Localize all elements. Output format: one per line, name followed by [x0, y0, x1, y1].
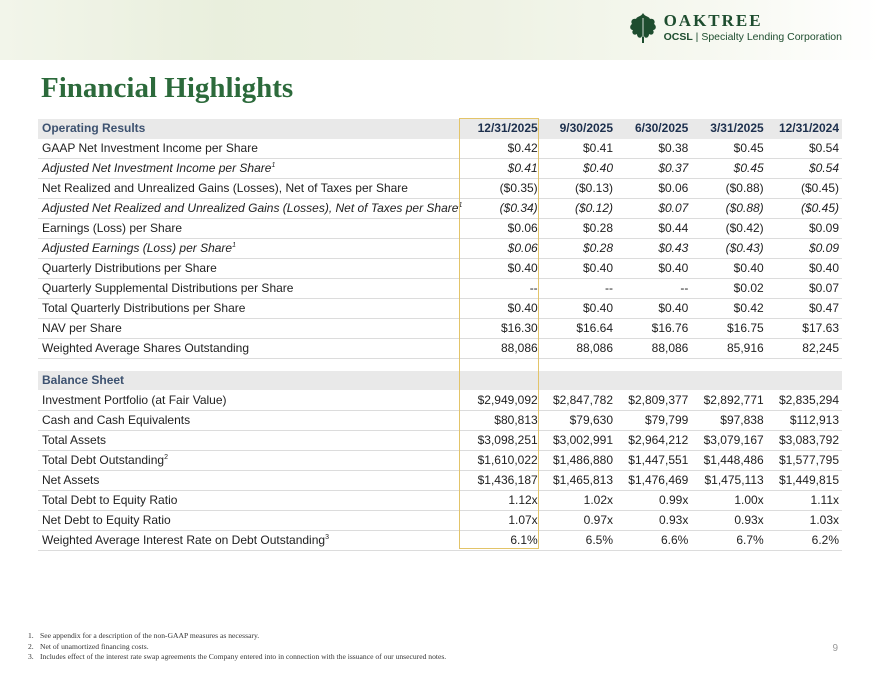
- footnote-number: 2.: [28, 641, 34, 651]
- footnote-marker: 2: [164, 453, 168, 461]
- row-label-cell: [38, 339, 465, 359]
- row-label-cell: [38, 259, 465, 279]
- row-label-cell: [38, 279, 465, 299]
- empty-header-cell: [541, 371, 616, 391]
- footnote-marker: 1: [271, 162, 276, 170]
- row-label-cell: [38, 139, 465, 159]
- value-cell: $3,083,792: [767, 430, 842, 450]
- value-cell: 6.1%: [465, 530, 540, 550]
- value-cell: $1,610,022: [465, 450, 540, 470]
- value-cell: $0.40: [541, 299, 616, 319]
- footnote: [28, 652, 446, 663]
- table-row: [38, 530, 842, 550]
- value-cell: $16.76: [616, 319, 691, 339]
- value-cell: 0.93x: [616, 510, 691, 530]
- brand-name: OAKTREE: [663, 11, 763, 30]
- row-label: Earnings (Loss) per Share: [42, 221, 183, 236]
- footnote: [28, 642, 446, 653]
- value-cell: $0.45: [691, 159, 766, 179]
- footnote-text: See appendix for a description of the non-GAAP measures as necessary.: [40, 631, 260, 640]
- row-label-cell: [38, 530, 465, 550]
- value-cell: $0.06: [616, 179, 691, 199]
- row-label: Total Debt to Equity Ratio: [42, 492, 178, 507]
- spacer-cell: [691, 359, 766, 371]
- row-label-cell: [38, 410, 465, 430]
- footnote-text: Net of unamortized financing costs.: [40, 641, 149, 651]
- value-cell: $16.64: [541, 319, 616, 339]
- value-cell: $16.30: [465, 319, 540, 339]
- row-label: Total Quarterly Distributions per Share: [42, 301, 246, 316]
- value-cell: $0.41: [541, 139, 616, 159]
- column-header: 12/31/2025: [465, 119, 540, 139]
- row-label-cell: [38, 219, 465, 239]
- row-label: Weighted Average Shares Outstanding: [42, 341, 250, 356]
- row-label: Total Debt Outstanding: [42, 452, 165, 467]
- value-cell: ($0.35): [465, 179, 540, 199]
- row-label-cell: [38, 470, 465, 490]
- value-cell: $0.43: [616, 239, 691, 259]
- value-cell: $3,079,167: [691, 430, 766, 450]
- column-header: 3/31/2025: [691, 119, 766, 139]
- value-cell: $2,809,377: [616, 390, 691, 410]
- row-label-cell: [38, 510, 465, 530]
- value-cell: $1,465,813: [541, 470, 616, 490]
- table-row: [38, 159, 842, 179]
- value-cell: $0.40: [541, 159, 616, 179]
- table-row: [38, 239, 842, 259]
- value-cell: $1,447,551: [616, 450, 691, 470]
- value-cell: $1,475,113: [691, 470, 766, 490]
- row-label: Investment Portfolio (at Fair Value): [42, 392, 227, 407]
- row-label: Cash and Cash Equivalents: [42, 412, 191, 427]
- value-cell: $2,835,294: [767, 390, 842, 410]
- value-cell: $1,476,469: [616, 470, 691, 490]
- row-label-cell: [38, 390, 465, 410]
- table-row: [38, 390, 842, 410]
- value-cell: $0.54: [767, 139, 842, 159]
- empty-header-cell: [465, 371, 540, 391]
- value-cell: ($0.34): [465, 199, 540, 219]
- table-row: [38, 199, 842, 219]
- table-row: [38, 139, 842, 159]
- row-label-cell: [38, 450, 465, 470]
- row-label: GAAP Net Investment Income per Share: [42, 140, 258, 155]
- table-row: [38, 299, 842, 319]
- footnotes: [28, 631, 446, 663]
- value-cell: $0.54: [767, 159, 842, 179]
- section-heading: Operating Results: [38, 119, 465, 139]
- value-cell: ($0.45): [767, 179, 842, 199]
- value-cell: $0.40: [616, 299, 691, 319]
- value-cell: $3,098,251: [465, 430, 540, 450]
- column-header: 6/30/2025: [616, 119, 691, 139]
- row-label: Weighted Average Interest Rate on Debt Outstanding: [42, 532, 326, 547]
- value-cell: $0.40: [465, 299, 540, 319]
- footnote: [28, 631, 446, 642]
- value-cell: $0.47: [767, 299, 842, 319]
- value-cell: 1.03x: [767, 510, 842, 530]
- table-row: [38, 279, 842, 299]
- value-cell: 0.93x: [691, 510, 766, 530]
- value-cell: $0.06: [465, 219, 540, 239]
- row-label: NAV per Share: [42, 321, 122, 336]
- value-cell: --: [616, 279, 691, 299]
- footnote-marker: 1: [232, 242, 237, 250]
- value-cell: 1.07x: [465, 510, 540, 530]
- row-label: Adjusted Net Investment Income per Share: [42, 161, 272, 176]
- row-label: Adjusted Earnings (Loss) per Share: [42, 241, 233, 256]
- value-cell: 1.00x: [691, 490, 766, 510]
- balance-header-row: [38, 371, 842, 391]
- table-row: [38, 179, 842, 199]
- footnote-number: 3.: [28, 652, 34, 661]
- value-cell: $0.28: [541, 219, 616, 239]
- spacer-cell: [465, 359, 540, 371]
- value-cell: $1,486,880: [541, 450, 616, 470]
- value-cell: ($0.13): [541, 179, 616, 199]
- spacer-cell: [541, 359, 616, 371]
- value-cell: --: [541, 279, 616, 299]
- value-cell: $1,577,795: [767, 450, 842, 470]
- value-cell: ($0.43): [691, 239, 766, 259]
- company-logo: [628, 9, 842, 47]
- spacer-cell: [616, 359, 691, 371]
- column-header: 12/31/2024: [767, 119, 842, 139]
- value-cell: $0.07: [616, 199, 691, 219]
- value-cell: $17.63: [767, 319, 842, 339]
- value-cell: ($0.42): [691, 219, 766, 239]
- value-cell: $2,949,092: [465, 390, 540, 410]
- value-cell: ($0.88): [691, 199, 766, 219]
- value-cell: $0.45: [691, 139, 766, 159]
- value-cell: 6.6%: [616, 530, 691, 550]
- section-heading: Balance Sheet: [38, 371, 465, 391]
- brand-subtitle: [664, 30, 842, 44]
- table-row: [38, 470, 842, 490]
- row-label-cell: [38, 430, 465, 450]
- table-row: [38, 430, 842, 450]
- value-cell: $0.44: [616, 219, 691, 239]
- value-cell: $112,913: [767, 410, 842, 430]
- spacer-cell: [38, 359, 465, 371]
- value-cell: 6.2%: [767, 530, 842, 550]
- value-cell: $0.07: [767, 279, 842, 299]
- footnote-text: Includes effect of the interest rate swap agreements the Company entered into in connection with the issuance of our unsecured notes.: [40, 652, 447, 661]
- row-label: Net Assets: [42, 472, 100, 487]
- value-cell: $0.41: [465, 159, 540, 179]
- row-label-cell: [38, 199, 465, 219]
- value-cell: 85,916: [691, 339, 766, 359]
- value-cell: $0.40: [465, 259, 540, 279]
- value-cell: --: [465, 279, 540, 299]
- value-cell: $2,964,212: [616, 430, 691, 450]
- value-cell: $0.28: [541, 239, 616, 259]
- value-cell: 82,245: [767, 339, 842, 359]
- value-cell: $0.40: [541, 259, 616, 279]
- row-label-cell: [38, 159, 465, 179]
- value-cell: 88,086: [465, 339, 540, 359]
- table-row: [38, 450, 842, 470]
- value-cell: $2,847,782: [541, 390, 616, 410]
- value-cell: $0.40: [767, 259, 842, 279]
- value-cell: $79,799: [616, 410, 691, 430]
- value-cell: $1,436,187: [465, 470, 540, 490]
- row-label-cell: [38, 319, 465, 339]
- row-label-cell: [38, 179, 465, 199]
- value-cell: $0.02: [691, 279, 766, 299]
- brand-ticker: OCSL: [663, 31, 693, 43]
- value-cell: 6.5%: [541, 530, 616, 550]
- row-label: Quarterly Distributions per Share: [42, 261, 217, 276]
- value-cell: 1.02x: [541, 490, 616, 510]
- oak-leaf-icon: [628, 12, 658, 44]
- table-row: [38, 510, 842, 530]
- footnote-marker: 1: [458, 202, 463, 210]
- table-row: [38, 219, 842, 239]
- row-label: Net Debt to Equity Ratio: [42, 512, 171, 527]
- value-cell: $0.42: [691, 299, 766, 319]
- value-cell: $0.42: [465, 139, 540, 159]
- value-cell: ($0.88): [691, 179, 766, 199]
- financial-highlights-table: [38, 119, 842, 551]
- operating-header-row: [38, 119, 842, 139]
- value-cell: $97,838: [691, 410, 766, 430]
- value-cell: $1,449,815: [767, 470, 842, 490]
- page-number: 9: [832, 643, 838, 654]
- value-cell: $79,630: [541, 410, 616, 430]
- value-cell: 1.11x: [767, 490, 842, 510]
- footnote-marker: 3: [325, 533, 329, 541]
- table-row: [38, 319, 842, 339]
- value-cell: $0.40: [691, 259, 766, 279]
- value-cell: $0.06: [465, 239, 540, 259]
- empty-header-cell: [616, 371, 691, 391]
- value-cell: $0.09: [767, 239, 842, 259]
- value-cell: $80,813: [465, 410, 540, 430]
- value-cell: $0.40: [616, 259, 691, 279]
- row-label: Net Realized and Unrealized Gains (Losses), Net of Taxes per Share: [42, 181, 408, 196]
- value-cell: $0.09: [767, 219, 842, 239]
- table-row: [38, 339, 842, 359]
- table-row: [38, 259, 842, 279]
- row-label-cell: [38, 490, 465, 510]
- page-title: Financial Highlights: [41, 72, 294, 104]
- empty-header-cell: [767, 371, 842, 391]
- value-cell: $3,002,991: [541, 430, 616, 450]
- value-cell: 1.12x: [465, 490, 540, 510]
- row-label: Total Assets: [42, 432, 107, 447]
- brand-tagline: | Specialty Lending Corporation: [695, 31, 842, 43]
- row-label-cell: [38, 239, 465, 259]
- value-cell: 88,086: [616, 339, 691, 359]
- column-header: 9/30/2025: [541, 119, 616, 139]
- value-cell: ($0.45): [767, 199, 842, 219]
- value-cell: $0.37: [616, 159, 691, 179]
- row-label-cell: [38, 299, 465, 319]
- spacer-cell: [767, 359, 842, 371]
- value-cell: $16.75: [691, 319, 766, 339]
- value-cell: $0.38: [616, 139, 691, 159]
- row-label: Quarterly Supplemental Distributions per Share: [42, 281, 294, 296]
- value-cell: 0.99x: [616, 490, 691, 510]
- value-cell: $2,892,771: [691, 390, 766, 410]
- footnote-number: 1.: [28, 631, 34, 640]
- value-cell: $1,448,486: [691, 450, 766, 470]
- value-cell: 0.97x: [541, 510, 616, 530]
- table-row: [38, 410, 842, 430]
- table-row: [38, 490, 842, 510]
- row-label: Adjusted Net Realized and Unrealized Gains (Losses), Net of Taxes per Share: [42, 201, 459, 216]
- value-cell: ($0.12): [541, 199, 616, 219]
- value-cell: 88,086: [541, 339, 616, 359]
- empty-header-cell: [691, 371, 766, 391]
- value-cell: 6.7%: [691, 530, 766, 550]
- section-spacer: [38, 359, 842, 371]
